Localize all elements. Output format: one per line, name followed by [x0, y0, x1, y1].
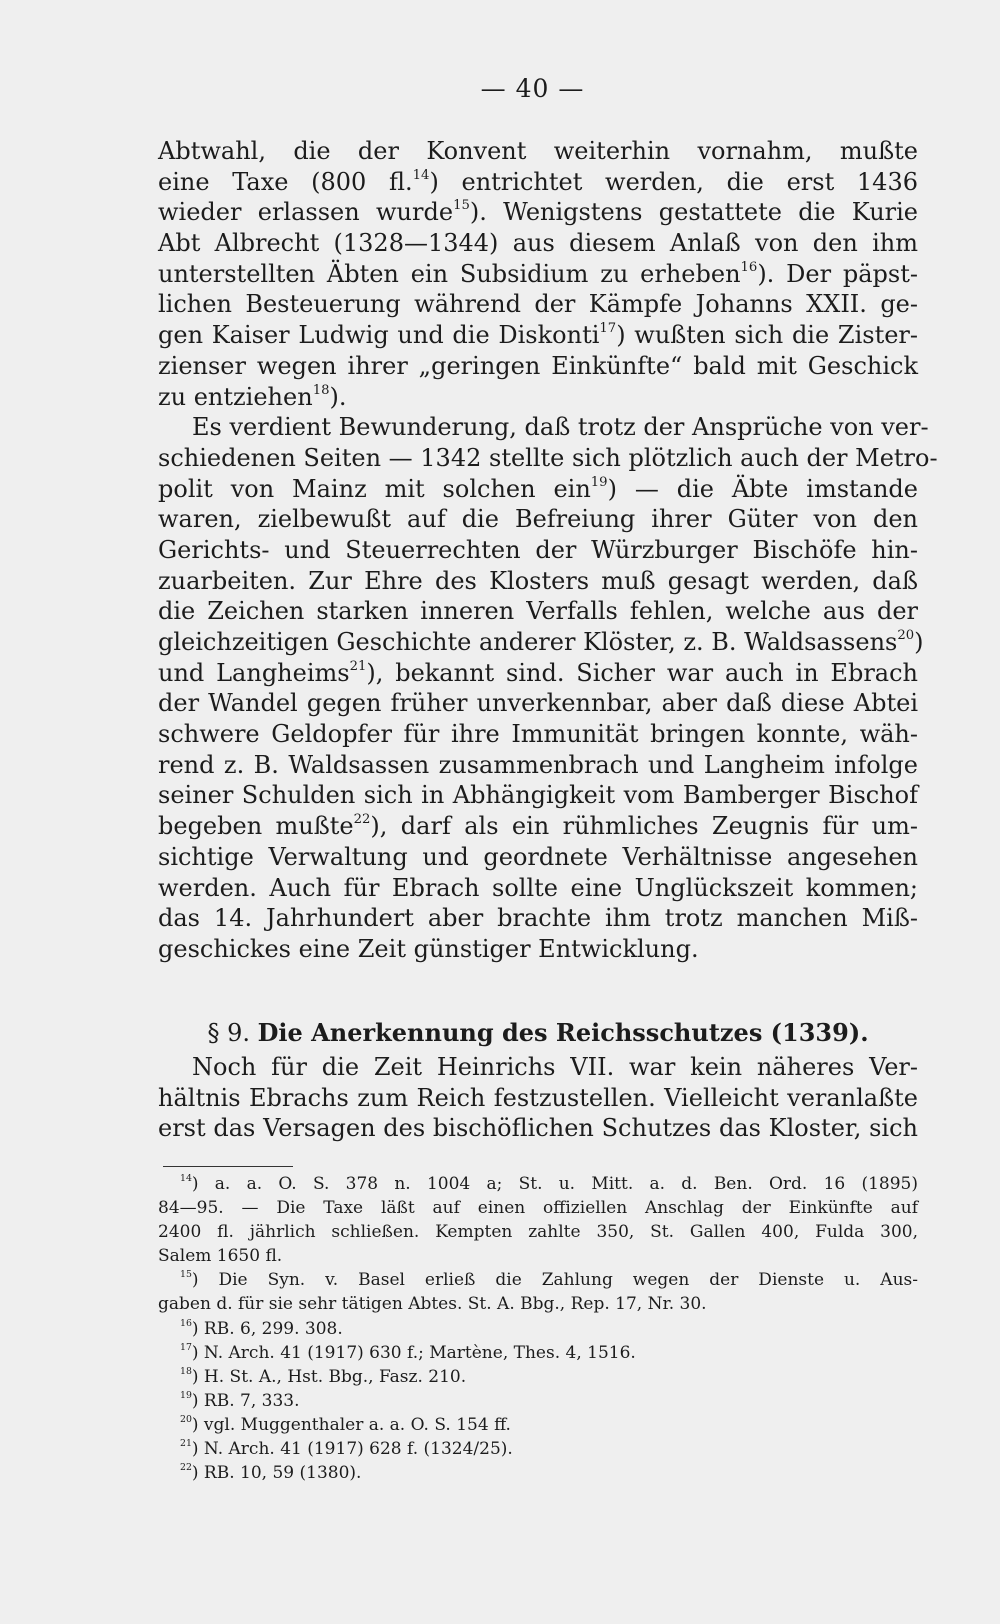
text-segment: zu entziehen: [158, 382, 313, 411]
footnote-number: 17: [180, 1341, 192, 1353]
text-line: [158, 1113, 918, 1144]
page-number: — 40 —: [480, 74, 585, 103]
footnote-text: 84—95. — Die Taxe läßt auf einen offiziellen Anschlag der Einkünfte auf: [158, 1198, 918, 1219]
text-line: [158, 351, 918, 382]
text-segment: zuarbeiten. Zur Ehre des Klosters muß gesagt werden, daß: [158, 566, 918, 595]
text-segment: rend z. B. Waldsassen zusammenbrach und Langheim infolge: [158, 750, 918, 779]
text-line: [158, 412, 929, 443]
text-segment: erst das Versagen des bischöflichen Schutzes das Kloster, sich: [158, 1114, 918, 1143]
text-segment: begeben mußte: [158, 812, 354, 841]
text-segment: waren, zielbewußt auf die Befreiung ihrer Güter von den: [158, 505, 918, 534]
paragraph-1: [158, 136, 918, 412]
footnote-text: gaben d. für sie sehr tätigen Abtes. St. A. Bbg., Rep. 17, Nr. 30.: [158, 1294, 707, 1315]
text-segment: werden. Auch für Ebrach sollte eine Unglückszeit kommen;: [158, 873, 918, 902]
text-segment: zienser wegen ihrer „geringen Einkünfte“ bald mit Geschick: [158, 351, 918, 380]
footnote-text: ) RB. 6, 299. 308.: [191, 1318, 343, 1339]
text-line: [158, 1052, 918, 1083]
footnote-reference: 14: [412, 167, 430, 183]
footnote-text: ) H. St. A., Hst. Bbg., Fasz. 210.: [191, 1366, 467, 1387]
footnote-text: ) Die Syn. v. Basel erließ die Zahlung wegen der Dienste u. Aus-: [191, 1270, 918, 1291]
footnote-reference: 22: [353, 811, 371, 827]
footnote-line: [158, 1413, 918, 1437]
footnotes-block: [158, 1172, 918, 1485]
text-segment: Es verdient Bewunderung, daß trotz der Ansprüche von ver-: [192, 413, 929, 442]
text-segment: schwere Geldopfer für ihre Immunität bringen konnte, wäh-: [158, 720, 918, 749]
text-segment: Abtwahl, die der Konvent weiterhin vornahm, mußte: [158, 137, 918, 165]
main-text-block: [158, 136, 938, 965]
text-segment: unterstellten Äbten ein Subsidium zu erheben: [158, 259, 741, 288]
text-line: [158, 750, 918, 781]
text-line: [158, 382, 918, 413]
text-line: [158, 688, 918, 719]
paragraph-2: [158, 412, 938, 964]
text-line: [158, 1083, 918, 1114]
text-segment: das 14. Jahrhundert aber brachte ihm trotz manchen Miß-: [158, 904, 918, 933]
text-segment: Noch für die Zeit Heinrichs VII. war kein näheres Ver-: [192, 1053, 918, 1081]
text-segment: ) — die Äbte imstande: [607, 474, 919, 503]
text-line: [158, 320, 918, 351]
footnote-reference: 15: [453, 198, 470, 214]
footnote-reference: 18: [312, 382, 330, 398]
footnote-number: 20: [180, 1414, 192, 1425]
footnote-line: [158, 1268, 918, 1292]
text-line: [158, 596, 918, 627]
footnote-line: [158, 1341, 918, 1365]
text-line: [158, 535, 918, 566]
text-line: [158, 228, 918, 259]
footnote-text: 2400 fl. jährlich schließen. Kempten zahlte 350, St. Gallen 400, Fulda 300,: [158, 1222, 918, 1243]
text-segment: ), darf als ein rühmliches Zeugnis für um-: [370, 812, 918, 841]
footnote-number: 21: [180, 1438, 192, 1450]
text-line: [158, 811, 918, 842]
footnote-number: 14: [180, 1173, 192, 1185]
text-segment: sichtige Verwaltung und geordnete Verhältnisse angesehen: [158, 842, 918, 871]
footnote-line: [158, 1317, 918, 1341]
text-segment: Gerichts- und Steuerrechten der Würzburger Bischöfe hin-: [158, 535, 918, 564]
footnote-text: ) RB. 7, 333.: [191, 1390, 300, 1411]
text-segment: gleichzeitigen Geschichte anderer Klöster, z. B. Waldsassens: [158, 628, 898, 656]
footnote-line: [158, 1196, 918, 1220]
footnote-number: 18: [180, 1365, 192, 1377]
text-segment: ). Der päpst-: [757, 259, 918, 288]
text-line: [158, 167, 918, 198]
text-segment: eine Taxe (800 fl.: [158, 167, 413, 196]
text-line: [158, 627, 924, 658]
text-segment: lichen Besteuerung während der Kämpfe Johanns XXII. ge-: [158, 290, 918, 319]
paragraph-3: [158, 1052, 918, 1144]
footnote-reference: 21: [349, 658, 367, 674]
text-line: [158, 780, 918, 811]
text-line: [158, 658, 918, 689]
section-title: Die Anerkennung des Reichsschutzes (1339).: [257, 1018, 869, 1047]
text-line: [158, 474, 918, 505]
footnote-text: ) vgl. Muggenthaler a. a. O. S. 154 ff.: [191, 1414, 511, 1435]
footnote-reference: 19: [590, 474, 608, 490]
footnote-number: 22: [180, 1462, 192, 1474]
footnote-line: [158, 1365, 918, 1389]
footnote-line: [158, 1437, 918, 1461]
text-segment: der Wandel gegen früher unverkennbar, aber daß diese Abtei: [158, 689, 918, 718]
text-line: [158, 842, 918, 873]
text-segment: wieder erlassen wurde: [158, 198, 454, 227]
footnote-text: ) N. Arch. 41 (1917) 630 f.; Martène, Thes. 4, 1516.: [191, 1342, 636, 1363]
footnote-number: 15: [180, 1269, 192, 1281]
text-line: [158, 903, 918, 934]
text-line: [158, 504, 918, 535]
text-segment: Abt Albrecht (1328—1344) aus diesem Anlaß von den ihm: [158, 229, 918, 258]
footnote-text: Salem 1650 fl.: [158, 1246, 283, 1267]
text-segment: und Langheims: [158, 658, 350, 687]
footnote-reference: 17: [599, 320, 617, 336]
footnote-reference: 20: [897, 627, 915, 643]
footnote-text: ) RB. 10, 59 (1380).: [191, 1463, 362, 1484]
footnote-text: ) a. a. O. S. 378 n. 1004 a; St. u. Mitt. a. d. Ben. Ord. 16 (1895): [191, 1174, 918, 1194]
footnote-rule: [163, 1166, 293, 1167]
text-line: [158, 289, 918, 320]
footnote-reference: 16: [740, 259, 758, 275]
text-segment: gen Kaiser Ludwig und die Diskonti: [158, 321, 600, 350]
text-segment: schiedenen Seiten — 1342 stellte sich plötzlich auch der Metro-: [158, 443, 938, 472]
footnote-line: [158, 1461, 918, 1485]
text-segment: ) wußten sich die Zister-: [616, 321, 919, 350]
text-segment: hältnis Ebrachs zum Reich festzustellen. Vielleicht veranlaßte: [158, 1083, 918, 1112]
footnote-line: [158, 1220, 918, 1244]
section-9-text: [158, 1052, 918, 1144]
text-segment: ).: [329, 382, 347, 411]
text-segment: die Zeichen starken inneren Verfalls fehlen, welche aus der: [158, 597, 918, 626]
text-line: [158, 873, 918, 904]
footnote-line: [158, 1244, 918, 1268]
footnote-number: 16: [180, 1317, 192, 1329]
section-number: § 9.: [207, 1019, 250, 1047]
footnote-text: ) N. Arch. 41 (1917) 628 f. (1324/25).: [191, 1439, 513, 1460]
text-segment: ): [914, 628, 924, 656]
footnote-line: [158, 1292, 918, 1316]
text-line: [158, 259, 918, 290]
footnote-line: [158, 1389, 918, 1413]
text-segment: geschickes eine Zeit günstiger Entwicklung.: [158, 934, 699, 963]
footnote-number: 19: [180, 1389, 192, 1401]
text-line: [158, 934, 918, 965]
text-line: [158, 719, 918, 750]
text-segment: ), bekannt sind. Sicher war auch in Ebrach: [366, 658, 918, 687]
footnote-line: [158, 1172, 918, 1196]
text-line: [158, 136, 918, 167]
section-heading: [158, 1017, 918, 1049]
text-segment: polit von Mainz mit solchen ein: [158, 474, 591, 503]
text-segment: ). Wenigstens gestattete die Kurie: [469, 198, 919, 227]
text-line: [158, 566, 918, 597]
text-line: [158, 197, 918, 228]
text-segment: seiner Schulden sich in Abhängigkeit vom Bamberger Bischof: [158, 781, 918, 810]
text-line: [158, 443, 938, 474]
text-segment: ) entrichtet werden, die erst 1436: [429, 167, 918, 196]
